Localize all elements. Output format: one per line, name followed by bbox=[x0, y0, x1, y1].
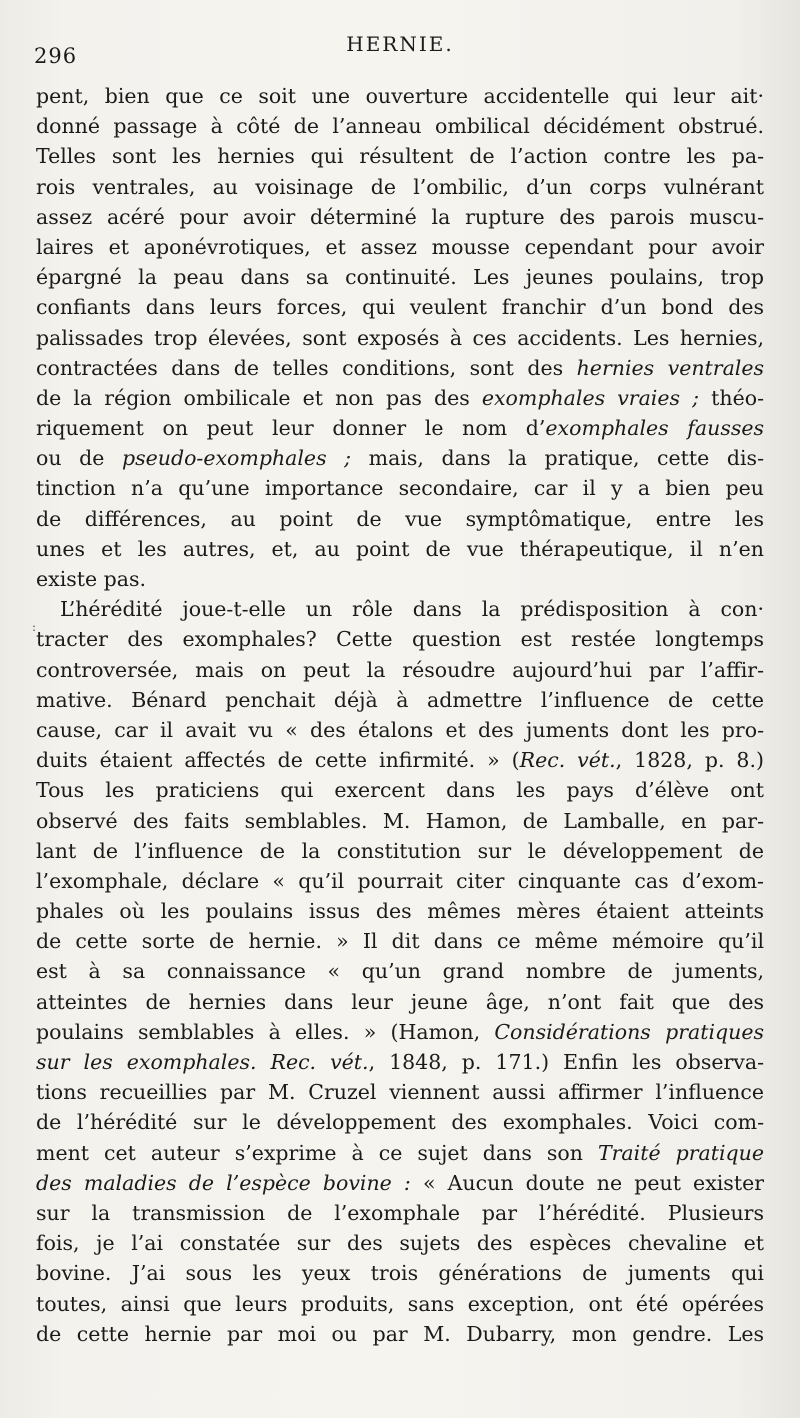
italic-segment: pseudo-exomphales ; bbox=[121, 446, 352, 471]
text-line bbox=[36, 413, 764, 443]
margin-mark: : bbox=[32, 620, 37, 634]
text-line bbox=[36, 1047, 764, 1077]
text-line: controversée, mais on peut la résoudre aujourd’hui par l’affir- bbox=[36, 657, 764, 682]
text-line: assez acéré pour avoir déterminé la rupture des parois muscu- bbox=[36, 204, 764, 229]
text-line: atteintes de hernies dans leur jeune âge, n’ont fait que des bbox=[36, 989, 764, 1014]
text-line: tions recueillies par M. Cruzel viennent aussi affirmer l’influence bbox=[36, 1080, 764, 1105]
text-line: phales où les poulains issus des mêmes mères étaient atteints bbox=[36, 899, 764, 924]
italic-segment: Traité pratique bbox=[597, 1140, 764, 1165]
text-line bbox=[36, 443, 764, 473]
text-line: de cette hernie par moi ou par M. Dubarry, mon gendre. Les bbox=[36, 1321, 764, 1346]
italic-segment: sur les exomphales. Rec. vét. bbox=[36, 1050, 369, 1074]
italic-segment: Considérations pratiques bbox=[494, 1019, 764, 1044]
italic-segment: Rec. vét. bbox=[519, 748, 616, 773]
page-number: 296 bbox=[34, 44, 78, 68]
text-line: palissades trop élevées, sont exposés à ces accidents. Les hernies, bbox=[36, 325, 764, 350]
text-segment: théo- bbox=[699, 385, 764, 410]
text-line: tracter des exomphales? Cette question est restée longtemps bbox=[36, 627, 764, 652]
text-line: fois, je l’ai constatée sur des sujets des espèces chevaline et bbox=[36, 1231, 764, 1256]
text-line: sur la transmission de l’exomphale par l’hérédité. Plusieurs bbox=[36, 1200, 764, 1225]
text-line bbox=[36, 745, 764, 775]
text-line: de cette sorte de hernie. » Il dit dans ce même mémoire qu’il bbox=[36, 929, 764, 954]
italic-segment: hernies ventrales bbox=[576, 355, 764, 380]
text-line: de l’hérédité sur le développement des exomphales. Voici com- bbox=[36, 1110, 764, 1135]
text-line: tinction n’a qu’une importance secondaire, car il y a bien peu bbox=[36, 476, 764, 501]
text-line: laires et aponévrotiques, et assez mousse cependant pour avoir bbox=[36, 234, 764, 259]
text-line: l’exomphale, déclare « qu’il pourrait citer cinquante cas d’exom- bbox=[36, 868, 764, 893]
text-line bbox=[36, 353, 764, 383]
italic-segment: des maladies de l’espèce bovine : bbox=[36, 1170, 411, 1195]
text-line bbox=[36, 1168, 764, 1198]
text-segment: ment cet auteur s’exprime à ce sujet dans son bbox=[36, 1140, 598, 1165]
text-line: observé des faits semblables. M. Hamon, de Lamballe, en par- bbox=[36, 808, 764, 833]
text-line: rois ventrales, au voisinage de l’ombilic, d’un corps vulnérant bbox=[36, 174, 764, 199]
italic-segment: exomphales vraies ; bbox=[481, 385, 700, 410]
text-line: de différences, au point de vue symptômatique, entre les bbox=[36, 506, 764, 531]
text-segment: duits étaient affectés de cette infirmité. » ( bbox=[36, 748, 520, 773]
text-segment: poulains semblables à elles. » (Hamon, bbox=[36, 1019, 495, 1044]
text-line bbox=[36, 1017, 764, 1047]
text-line: mative. Bénard penchait déjà à admettre l’influence de cette bbox=[36, 687, 764, 712]
text-line: unes et les autres, et, au point de vue thérapeutique, il n’en bbox=[36, 536, 764, 561]
text-segment: ou de bbox=[36, 446, 122, 471]
italic-segment: exomphales fausses bbox=[545, 416, 764, 441]
text-segment: mais, dans la pratique, cette dis- bbox=[351, 446, 764, 471]
body-text bbox=[36, 81, 764, 1349]
text-line: Telles sont les hernies qui résultent de l’action contre les pa- bbox=[36, 144, 764, 169]
text-line: existe pas. bbox=[36, 567, 147, 591]
text-line: pent, bien que ce soit une ouverture accidentelle qui leur ait· bbox=[36, 84, 764, 108]
text-line: épargné la peau dans sa continuité. Les jeunes poulains, trop bbox=[36, 265, 764, 290]
text-line bbox=[36, 383, 764, 413]
text-segment: contractées dans de telles conditions, sont des bbox=[36, 355, 577, 380]
text-line: donné passage à côté de l’anneau ombilical décidément obstrué. bbox=[36, 114, 764, 139]
text-segment: , 1828, p. 8.) bbox=[615, 748, 764, 773]
text-line: lant de l’influence de la constitution sur le développement de bbox=[36, 838, 764, 863]
text-line: Tous les praticiens qui exercent dans les pays d’élève ont bbox=[36, 778, 764, 803]
text-line: est à sa connaissance « qu’un grand nombre de juments, bbox=[36, 959, 764, 984]
text-line: cause, car il avait vu « des étalons et des juments dont les pro- bbox=[36, 717, 764, 742]
text-segment: « Aucun doute ne peut exister bbox=[410, 1170, 764, 1195]
text-line: confiants dans leurs forces, qui veulent franchir d’un bond des bbox=[36, 295, 764, 320]
text-line: bovine. J’ai sous les yeux trois générations de juments qui bbox=[36, 1261, 764, 1286]
text-line: L’hérédité joue-t-elle un rôle dans la prédisposition à con· bbox=[60, 597, 764, 622]
text-segment: , 1848, p. 171.) Enfin les observa- bbox=[368, 1050, 764, 1074]
text-segment: riquement on peut leur donner le nom d’ bbox=[36, 416, 546, 441]
running-head: HERNIE. bbox=[346, 32, 454, 56]
text-line: toutes, ainsi que leurs produits, sans exception, ont été opérées bbox=[36, 1291, 764, 1316]
text-line bbox=[36, 1138, 764, 1168]
text-segment: de la région ombilicale et non pas des bbox=[36, 385, 482, 410]
